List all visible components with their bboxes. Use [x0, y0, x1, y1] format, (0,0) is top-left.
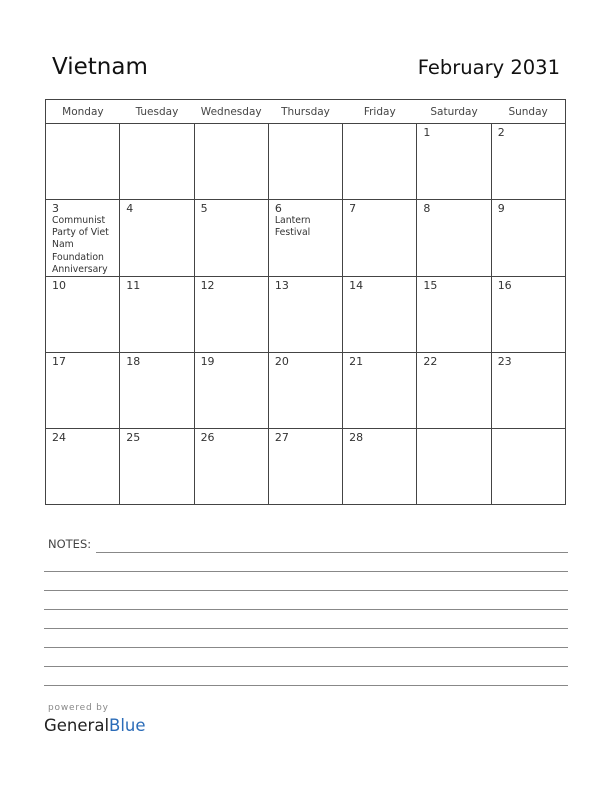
day-cell [417, 429, 491, 505]
day-cell [343, 429, 417, 505]
day-cell [268, 124, 342, 200]
day-cell [417, 277, 491, 353]
holiday-text: Foundation [52, 251, 104, 263]
day-cell [417, 353, 491, 429]
day-cell [491, 277, 565, 353]
powered-by-text: powered by [48, 703, 109, 713]
weekday-header-saturday: Saturday [417, 100, 491, 124]
day-number: 26 [200, 431, 215, 445]
notes-line [44, 628, 568, 629]
notes-line [44, 609, 568, 610]
day-cell [194, 429, 268, 505]
day-cell [417, 200, 491, 277]
day-cell [46, 124, 120, 200]
day-number: 4 [126, 202, 134, 215]
day-number: 20 [274, 355, 289, 369]
day-number: 9 [497, 202, 505, 215]
notes-line [44, 571, 568, 572]
holiday-text: Festival [274, 227, 311, 239]
day-cell [46, 200, 120, 277]
day-cell [343, 124, 417, 200]
month-year-title: February 2031 [417, 56, 560, 79]
day-number: 15 [423, 279, 438, 293]
holiday-text: Communist [52, 215, 106, 226]
day-number: 6 [274, 202, 282, 215]
day-cell [194, 353, 268, 429]
day-cell [46, 277, 120, 353]
day-cell [194, 277, 268, 353]
holiday-text: Party of Viet [52, 227, 109, 239]
day-number: 8 [423, 202, 431, 215]
generalblue-logo[interactable] [44, 716, 146, 735]
day-cell [491, 353, 565, 429]
day-cell [46, 353, 120, 429]
brand-general-text: General [44, 716, 110, 735]
brand-blue-text: Blue [109, 716, 146, 735]
notes-line [44, 590, 568, 591]
notes-line [96, 552, 568, 553]
day-cell [120, 429, 194, 505]
notes-line [44, 666, 568, 667]
day-number: 16 [497, 279, 512, 293]
day-number: 27 [274, 431, 289, 445]
day-number: 5 [200, 202, 208, 215]
day-cell [194, 200, 268, 277]
day-number: 18 [126, 355, 141, 369]
day-cell [268, 277, 342, 353]
day-cell [194, 124, 268, 200]
weekday-header-monday: Monday [46, 100, 120, 124]
week-row [46, 353, 566, 429]
day-number: 14 [349, 279, 364, 293]
notes-line [44, 685, 568, 686]
holiday-text: Lantern [274, 215, 311, 226]
day-cell [491, 200, 565, 277]
week-row [46, 429, 566, 505]
holiday-text: Anniversary [52, 263, 108, 275]
weekday-header-tuesday: Tuesday [120, 100, 194, 124]
holiday-text: Nam [52, 239, 74, 251]
day-cell [491, 124, 565, 200]
week-row [46, 124, 566, 200]
day-cell [268, 429, 342, 505]
day-cell [491, 429, 565, 505]
day-number: 28 [349, 431, 364, 445]
day-number: 13 [274, 279, 289, 293]
day-number: 17 [52, 355, 66, 369]
day-cell [120, 200, 194, 277]
country-title: Vietnam [52, 54, 148, 80]
weekday-header-thursday: Thursday [268, 100, 342, 124]
day-number: 24 [52, 431, 66, 445]
day-cell [417, 124, 491, 200]
day-number: 23 [497, 355, 512, 369]
day-cell [343, 353, 417, 429]
weekday-header-wednesday: Wednesday [194, 100, 268, 124]
day-number: 25 [126, 431, 141, 445]
week-row [46, 277, 566, 353]
week-row [46, 200, 566, 277]
day-cell [268, 200, 342, 277]
day-number: 7 [349, 202, 357, 215]
day-number: 22 [423, 355, 438, 369]
day-cell [343, 277, 417, 353]
day-cell [120, 277, 194, 353]
day-number: 21 [349, 355, 364, 369]
weekday-header-row [46, 100, 566, 124]
day-number: 1 [423, 126, 431, 139]
weekday-header-friday: Friday [343, 100, 417, 124]
calendar-body [46, 124, 566, 505]
notes-line [44, 647, 568, 648]
weekday-header-sunday: Sunday [491, 100, 565, 124]
day-cell [343, 200, 417, 277]
day-number: 11 [126, 279, 141, 293]
day-cell [120, 353, 194, 429]
day-number: 12 [200, 279, 215, 293]
calendar-grid [45, 99, 566, 505]
day-number: 10 [52, 279, 66, 293]
day-number: 2 [497, 126, 505, 139]
day-number: 19 [200, 355, 215, 369]
day-cell [120, 124, 194, 200]
day-cell [46, 429, 120, 505]
day-cell [268, 353, 342, 429]
notes-label: NOTES: [48, 537, 92, 551]
day-number: 3 [52, 202, 59, 215]
